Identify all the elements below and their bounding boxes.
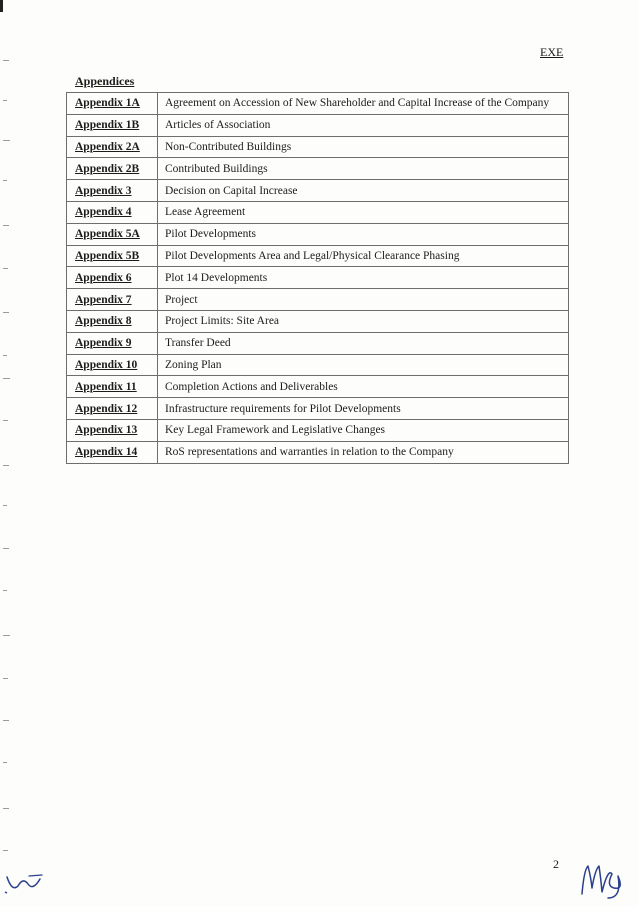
appendix-title: Zoning Plan (158, 354, 569, 376)
appendix-row (67, 332, 569, 354)
appendix-number: Appendix 1A (67, 93, 158, 115)
appendix-row (67, 201, 569, 223)
appendix-number: Appendix 2A (67, 136, 158, 158)
appendix-number: Appendix 5A (67, 223, 158, 245)
appendix-number: Appendix 11 (67, 376, 158, 398)
appendix-row (67, 398, 569, 420)
appendix-row (67, 158, 569, 180)
appendix-title: Decision on Capital Increase (158, 180, 569, 202)
appendix-row (67, 441, 569, 463)
appendices-table (66, 92, 569, 464)
appendix-title: Lease Agreement (158, 201, 569, 223)
appendix-number: Appendix 10 (67, 354, 158, 376)
appendix-number: Appendix 12 (67, 398, 158, 420)
appendix-title: Non-Contributed Buildings (158, 136, 569, 158)
appendix-title: Transfer Deed (158, 332, 569, 354)
page-number: 2 (553, 857, 559, 871)
appendix-number: Appendix 14 (67, 441, 158, 463)
appendix-title: Completion Actions and Deliverables (158, 376, 569, 398)
appendix-row (67, 223, 569, 245)
document-reference: EXE (540, 45, 564, 59)
appendices-table-body (67, 93, 569, 464)
appendices-heading: Appendices (75, 74, 135, 88)
appendix-title: Pilot Developments (158, 223, 569, 245)
appendix-title: Plot 14 Developments (158, 267, 569, 289)
appendix-title: Articles of Association (158, 114, 569, 136)
appendix-title: Project (158, 289, 569, 311)
appendix-number: Appendix 13 (67, 419, 158, 441)
appendix-row (67, 93, 569, 115)
appendix-number: Appendix 4 (67, 201, 158, 223)
appendix-row (67, 136, 569, 158)
appendix-number: Appendix 6 (67, 267, 158, 289)
appendix-row (67, 419, 569, 441)
appendix-title: RoS representations and warranties in relation to the Company (158, 441, 569, 463)
appendix-row (67, 310, 569, 332)
handwritten-initials-right (578, 858, 630, 907)
scan-edge-tick (0, 0, 3, 12)
appendix-row (67, 114, 569, 136)
appendix-number: Appendix 1B (67, 114, 158, 136)
appendix-row (67, 289, 569, 311)
appendix-row (67, 267, 569, 289)
appendix-row (67, 354, 569, 376)
appendix-number: Appendix 5B (67, 245, 158, 267)
appendix-number: Appendix 9 (67, 332, 158, 354)
appendix-number: Appendix 7 (67, 289, 158, 311)
appendix-title: Infrastructure requirements for Pilot Developments (158, 398, 569, 420)
appendix-title: Agreement on Accession of New Shareholder and Capital Increase of the Company (158, 93, 569, 115)
appendix-title: Pilot Developments Area and Legal/Physical Clearance Phasing (158, 245, 569, 267)
appendix-number: Appendix 3 (67, 180, 158, 202)
appendix-row (67, 180, 569, 202)
appendix-number: Appendix 2B (67, 158, 158, 180)
appendix-row (67, 245, 569, 267)
appendix-number: Appendix 8 (67, 310, 158, 332)
handwritten-initials-left (4, 862, 46, 901)
appendix-title: Project Limits: Site Area (158, 310, 569, 332)
appendix-title: Key Legal Framework and Legislative Changes (158, 419, 569, 441)
appendix-row (67, 376, 569, 398)
appendix-title: Contributed Buildings (158, 158, 569, 180)
